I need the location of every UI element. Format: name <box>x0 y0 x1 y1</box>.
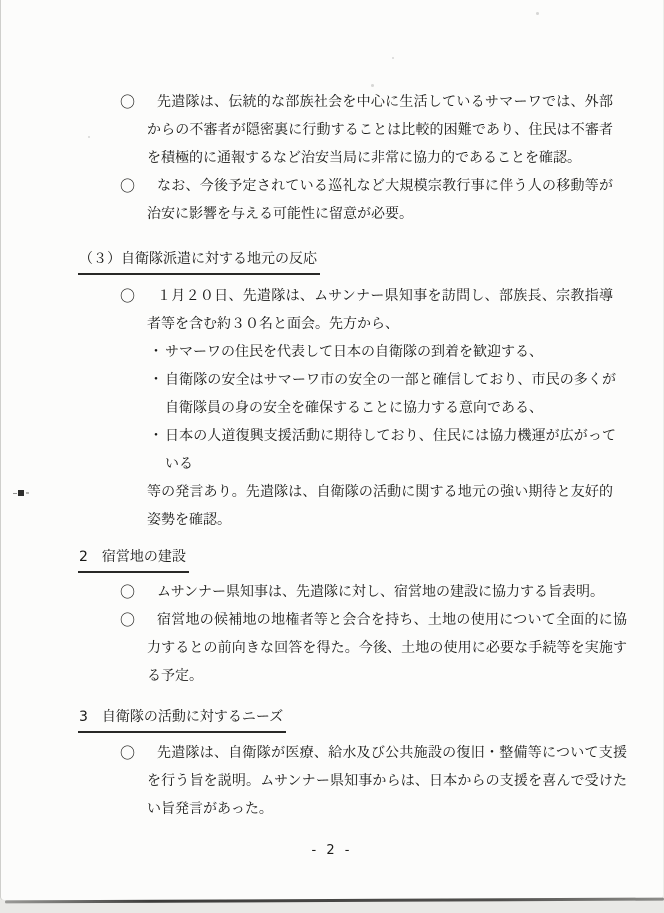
bullet-item <box>120 282 664 534</box>
sub-bullet-item <box>149 366 664 422</box>
bullet-text: 宿営地の候補地の地権者等と会合を持ち、土地の使用について全面的に協力するとの前向きな回答を得た。今後、土地の使用に必要な手続等を実施する予定。 <box>147 612 627 684</box>
sub-bullet-item <box>149 338 664 366</box>
bullet-item <box>120 739 664 823</box>
scan-speck <box>371 84 374 87</box>
bullet-text: 先遣隊は、伝統的な部族社会を中心に生活しているサマーワでは、外部からの不審者が隠密裏に行動することは比較的困難であり、住民は不審者を積極的に通報するなど治安当局に非常に協力的であることを確認。 <box>147 94 613 166</box>
sub-bullet-list <box>149 338 664 478</box>
bullet-text: 先遣隊は、自衛隊が医療、給水及び公共施設の復旧・整備等について支援を行う旨を説明。ムサンナー県知事からは、日本からの支援を喜んで受けたい旨発言があった。 <box>147 745 627 817</box>
section-heading-local-reaction <box>78 249 664 275</box>
section-heading-camp-construction <box>78 547 664 573</box>
sub-bullet-item <box>149 422 664 478</box>
dot-bullet-marker: ・ <box>149 428 163 444</box>
dot-bullet-marker: ・ <box>149 372 163 388</box>
scan-artifact-mark <box>13 490 29 496</box>
section-heading-text: 3 自衛隊の活動に対するニーズ <box>78 707 286 733</box>
bullet-text: ムサンナー県知事は、先遣隊に対し、宿営地の建設に協力する旨表明。 <box>157 584 605 600</box>
circle-bullet-marker: 〇 <box>120 611 136 629</box>
bullet-item <box>120 88 664 172</box>
closing-text: 等の発言あり。先遣隊は、自衛隊の活動に関する地元の強い期待と友好的姿勢を確認。 <box>147 484 613 528</box>
intro-bullet-list <box>120 88 664 228</box>
section-heading-text: （３）自衛隊派遣に対する地元の反応 <box>78 249 320 275</box>
section-heading-text: 2 宿営地の建設 <box>78 547 189 573</box>
circle-bullet-marker: 〇 <box>120 744 136 762</box>
scan-speck <box>610 374 612 376</box>
circle-bullet-marker: 〇 <box>120 287 136 305</box>
dot-bullet-marker: ・ <box>149 344 163 360</box>
circle-bullet-marker: 〇 <box>120 177 136 195</box>
section-heading-activity-needs <box>78 707 664 733</box>
page-number: - 2 - <box>311 843 353 858</box>
local-reaction-bullet-list <box>120 282 664 534</box>
bullet-item <box>120 606 664 690</box>
scan-speck <box>88 136 90 138</box>
circle-bullet-marker: 〇 <box>120 93 136 111</box>
scan-speck <box>392 57 394 59</box>
bullet-text: なお、今後予定されている巡礼など大規模宗教行事に伴う人の移動等が治安に影響を与える可能性に留意が必要。 <box>147 178 613 222</box>
circle-bullet-marker: 〇 <box>120 583 136 601</box>
sub-bullet-text: サマーワの住民を代表して日本の自衛隊の到着を歓迎する、 <box>165 344 543 360</box>
sub-bullet-text: 日本の人道復興支援活動に期待しており、住民には協力機運が広がっている <box>165 428 616 472</box>
needs-bullet-list <box>120 739 664 823</box>
bullet-text: １月２０日、先遣隊は、ムサンナー県知事を訪問し、部族長、宗教指導者等を含む約３０名と面会。先方から、 <box>147 288 613 332</box>
sub-bullet-text: 自衛隊の安全はサマーワ市の安全の一部と確信しており、市民の多くが自衛隊員の身の安全を確保することに協力する意向である、 <box>165 372 616 416</box>
camp-bullet-list <box>120 578 664 690</box>
scan-speck <box>536 12 539 15</box>
bullet-item <box>120 578 664 606</box>
bullet-item <box>120 172 664 228</box>
